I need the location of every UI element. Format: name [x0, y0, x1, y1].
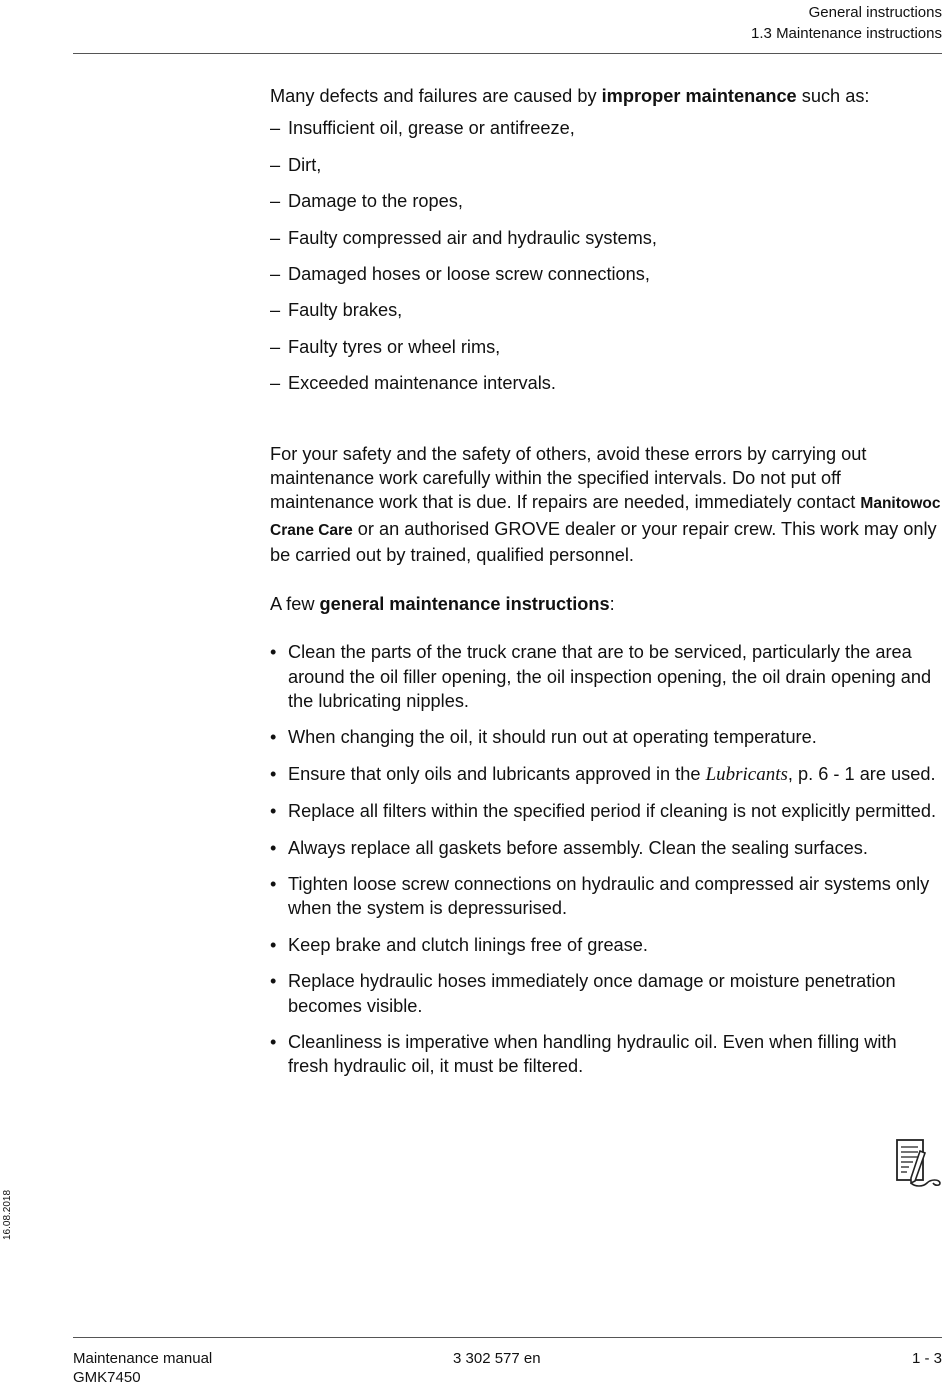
list-item: – Insufficient oil, grease or antifreeze,	[270, 116, 942, 140]
list-item: – Faulty brakes,	[270, 298, 942, 322]
general-text-end: :	[609, 593, 615, 614]
lubricants-reference-link[interactable]: Lubricants	[705, 763, 788, 785]
list-item: • Tighten loose screw connections on hydraulic and compressed air systems only when the system is depressurised.	[270, 872, 942, 921]
footer-divider	[73, 1337, 942, 1338]
section-title: 1.3 Maintenance instructions	[751, 25, 942, 42]
lubricants-text-end: , p. 6 - 1 are used.	[787, 763, 936, 784]
safety-text: For your safety and the safety of others, avoid these errors by carrying out maintenance work carefully within the specified intervals. Do not put off maintenance work that is due. If repairs are needed, immediately contact	[270, 443, 867, 513]
general-text: A few	[270, 593, 320, 614]
lubricants-text: Ensure that only oils and lubricants approved in the	[288, 763, 706, 784]
list-item: • Clean the parts of the truck crane that are to be serviced, particularly the area around the oil filler opening, the oil inspection opening, the oil drain opening and the lubricating nipples.	[270, 640, 942, 713]
list-item: – Dirt,	[270, 153, 942, 177]
list-item: – Damaged hoses or loose screw connections,	[270, 262, 942, 286]
header-divider	[73, 53, 942, 54]
list-item: • Replace all filters within the specified period if cleaning is not explicitly permitted.	[270, 799, 942, 823]
document-number: 3 302 577 en	[453, 1350, 541, 1367]
model-name: GMK7450	[73, 1369, 141, 1386]
list-item: – Faulty tyres or wheel rims,	[270, 335, 942, 359]
list-item: • Keep brake and clutch linings free of grease.	[270, 933, 942, 957]
intro-text-end: such as:	[796, 86, 870, 106]
general-heading	[270, 592, 942, 616]
defects-list	[270, 116, 942, 395]
intro-emphasis: improper maintenance	[601, 86, 797, 106]
page-number: 1 - 3	[911, 1350, 942, 1367]
list-item: – Damage to the ropes,	[270, 189, 942, 213]
list-item: • When changing the oil, it should run out at operating temperature.	[270, 725, 942, 749]
general-emphasis: general maintenance instructions	[319, 593, 610, 614]
intro-paragraph	[270, 84, 942, 108]
instructions-list	[270, 640, 942, 1079]
page-header	[751, 2, 942, 44]
main-content	[270, 84, 942, 1091]
footer-manual-info	[73, 1349, 212, 1387]
manual-title: Maintenance manual	[73, 1350, 213, 1367]
safety-paragraph	[270, 442, 942, 568]
brand-name: Manitowoc Crane Care	[270, 495, 941, 539]
intro-text: Many defects and failures are caused by	[270, 86, 602, 106]
list-item: – Exceeded maintenance intervals.	[270, 371, 942, 395]
chapter-title: General instructions	[808, 4, 942, 21]
list-item: • Replace hydraulic hoses immediately once damage or moisture penetration becomes visible.	[270, 969, 942, 1018]
list-item: • Cleanliness is imperative when handling hydraulic oil. Even when filling with fresh hydraulic oil, it must be filtered.	[270, 1030, 942, 1079]
safety-text-end: or an authorised GROVE dealer or your repair crew. This work may only be carried out by trained, qualified personnel.	[270, 518, 937, 566]
document-note-icon	[893, 1137, 943, 1189]
list-item: • Always replace all gaskets before assembly. Clean the sealing surfaces.	[270, 836, 942, 860]
list-item	[270, 762, 942, 787]
print-date: 16.08.2018	[2, 1189, 13, 1240]
list-item: – Faulty compressed air and hydraulic systems,	[270, 226, 942, 250]
